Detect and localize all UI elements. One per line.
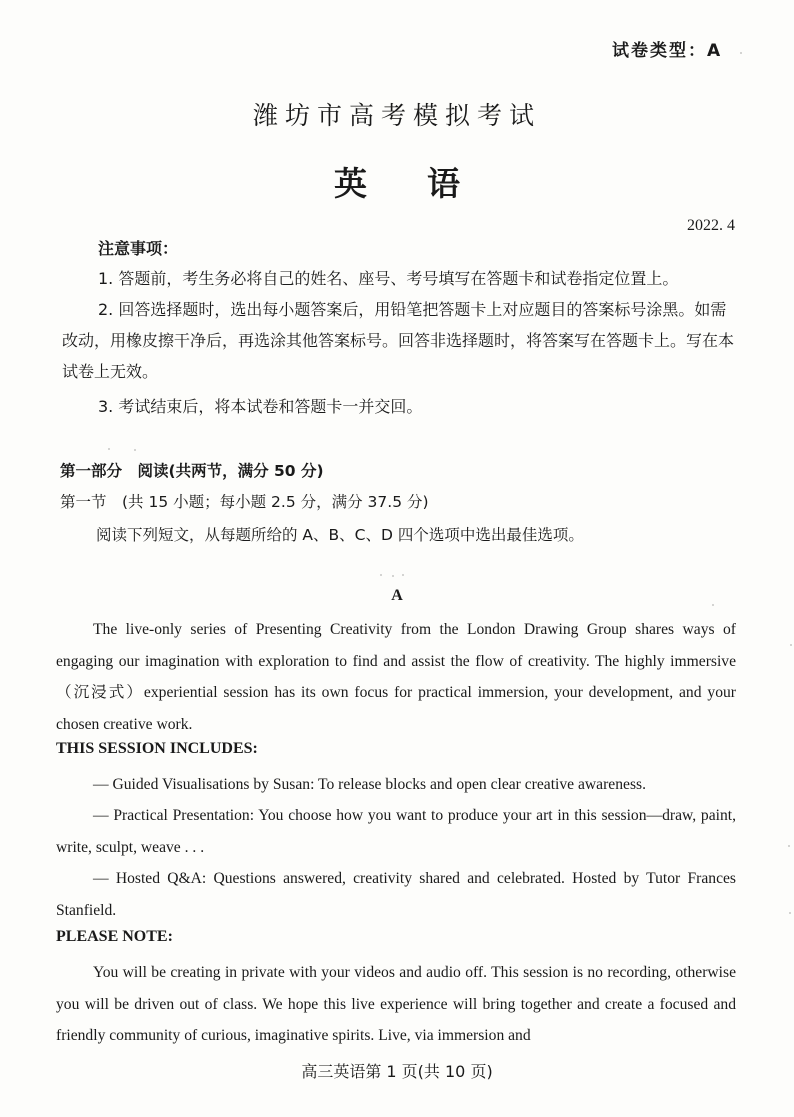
includes-heading: THIS SESSION INCLUDES: [56,740,258,757]
notice-heading: 注意事项： [98,239,179,258]
note-heading: PLEASE NOTE: [56,928,173,945]
passage-intro: The live-only series of Presenting Creativity from the London Drawing Group shares ways of engaging our imagination with exploration to find and assist the flow of creativity. The highly immersive（沉浸式）experiential session has its own focus for practical immersion, your development, and your chosen creative work. [56,621,736,733]
section1-heading: 第一节 (共 15 小题；每小题 2.5 分，满分 37.5 分) [60,493,429,511]
note-paragraph: You will be creating in private with your videos and audio off. This session is no recording, otherwise you will be driven out of class. We hope this live experience will bring together and create a focused and friendly community of curious, imaginative spirits. Live, via immersion and [56,964,736,1044]
passage-letter: A [391,587,403,604]
notice-item-1: 1. 答题前，考生务必将自己的姓名、座号、考号填写在答题卡和试卷指定位置上。 [98,269,679,288]
bullet-visualisations: — Guided Visualisations by Susan: To release blocks and open clear creative awareness. [93,776,646,793]
reading-directions: 阅读下列短文，从每题所给的 A、B、C、D 四个选项中选出最佳选项。 [96,526,584,544]
bullet-qa: — Hosted Q&A: Questions answered, creativity shared and celebrated. Hosted by Tutor Frances Stanfield. [56,870,736,919]
notice-item-2: 2. 回答选择题时，选出每小题答案后，用铅笔把答题卡上对应题目的答案标号涂黑。如需改动，用橡皮擦干净后，再选涂其他答案标号。回答非选择题时，将答案写在答题卡上。写在本试卷上无效。 [62,300,735,381]
exam-title: 潍坊市高考模拟考试 [252,101,541,130]
paper-type-label: 试卷类型：A [612,41,723,61]
bullet-presentation: — Practical Presentation: You choose how you want to produce your art in this session—draw, paint, write, sculpt, weave . . . [56,807,736,856]
subject-title: 英语 [334,164,520,203]
part1-heading: 第一部分 阅读(共两节，满分 50 分) [60,462,324,480]
exam-date: 2022. 4 [687,217,735,234]
notice-item-3: 3. 考试结束后，将本试卷和答题卡一并交回。 [98,397,423,416]
page-footer: 高三英语第 1 页(共 10 页) [301,1062,493,1081]
